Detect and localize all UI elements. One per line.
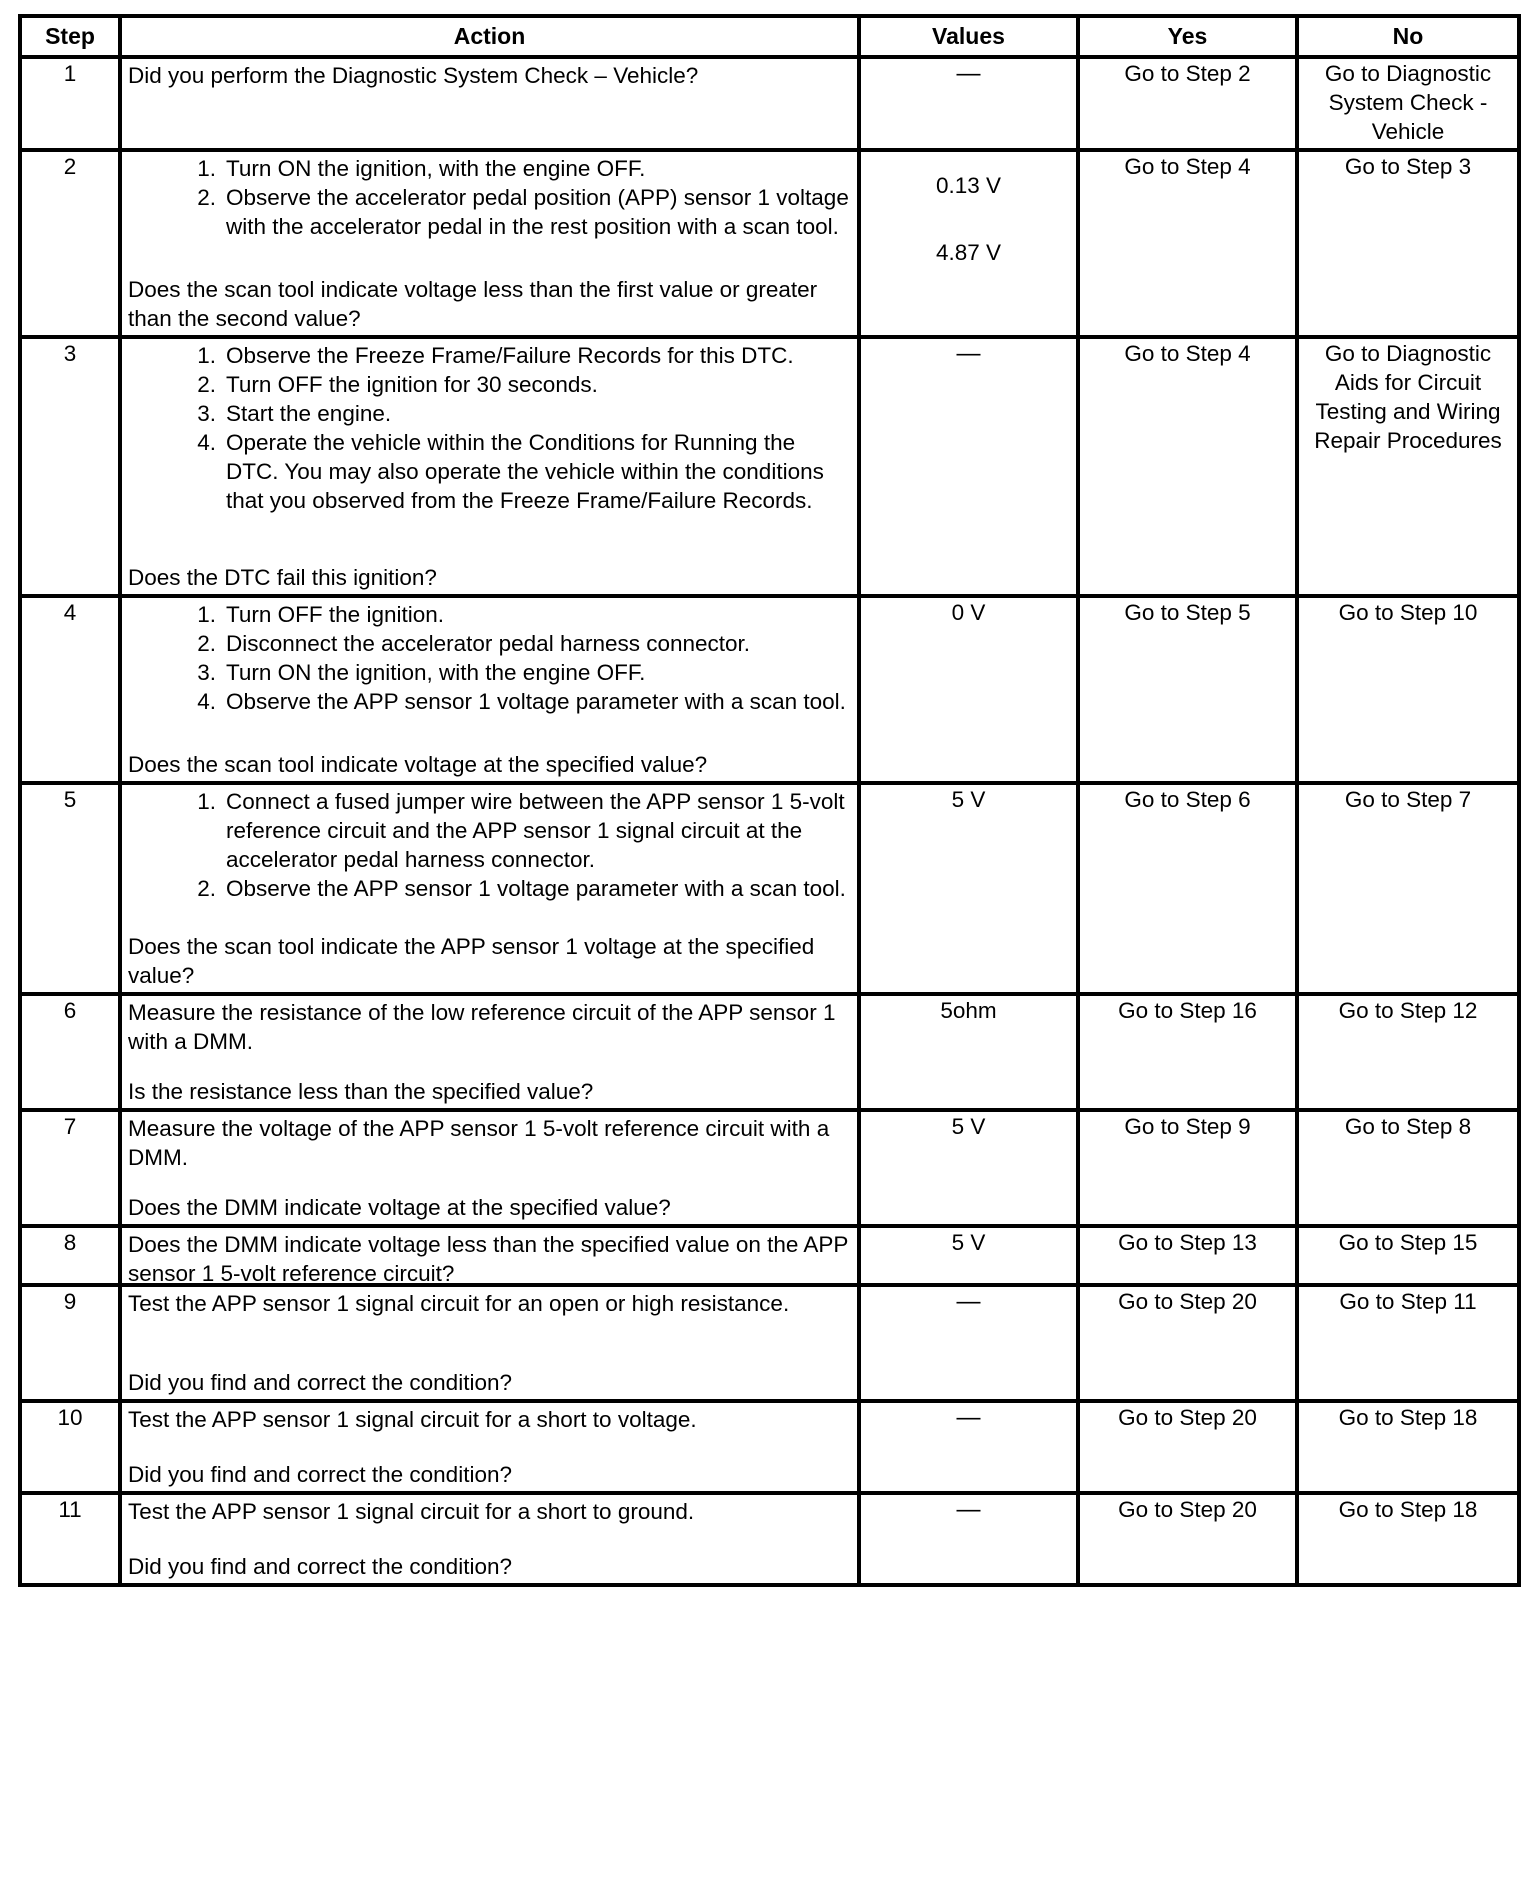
values-cell (859, 57, 1078, 150)
action-cell (120, 1110, 859, 1226)
action-question: Did you find and correct the condition? (128, 1554, 512, 1579)
no-action-link: Go to Step 18 (1338, 1405, 1478, 1430)
step-number: 9 (20, 1285, 120, 1401)
yes-cell (1078, 57, 1297, 150)
yes-action-link: Go to Step 2 (1124, 61, 1251, 86)
step-number: 2 (20, 150, 120, 337)
value-text: — (956, 340, 981, 367)
action-question: Does the scan tool indicate the APP sensor 1 voltage at the specified value? (128, 934, 815, 988)
yes-action-link: Go to Step 4 (1124, 341, 1251, 366)
action-cell (120, 783, 859, 994)
step-number: 1 (20, 57, 120, 150)
list-item (128, 600, 851, 629)
no-cell (1297, 596, 1519, 783)
yes-action-link: Go to Step 9 (1124, 1114, 1251, 1139)
value-text: 0 V (951, 600, 986, 625)
list-item (128, 787, 851, 874)
list-item (128, 629, 851, 658)
no-cell (1297, 1401, 1519, 1493)
values-cell (859, 994, 1078, 1110)
no-cell (1297, 1285, 1519, 1401)
header-row (20, 16, 1519, 57)
header-action: Action (120, 16, 859, 57)
action-step-list (128, 600, 851, 716)
values-cell (859, 596, 1078, 783)
table-row (20, 1493, 1519, 1585)
action-question: Does the DTC fail this ignition? (128, 565, 437, 590)
table-row (20, 150, 1519, 337)
list-item-number: 3. (197, 660, 216, 685)
list-item (128, 874, 851, 903)
yes-cell (1078, 1226, 1297, 1285)
values-cell (859, 783, 1078, 994)
step-number: 4 (20, 596, 120, 783)
values-cell (859, 1493, 1078, 1585)
list-item-text: Operate the vehicle within the Conditions for Running the DTC. You may also operate the vehicle within the conditions that you observed from the Freeze Frame/Failure Records. (226, 430, 824, 513)
table-body (20, 57, 1519, 1585)
list-item-text: Turn OFF the ignition for 30 seconds. (226, 372, 598, 397)
action-cell (120, 337, 859, 596)
list-item (128, 154, 851, 183)
table-row (20, 1110, 1519, 1226)
list-item-text: Connect a fused jumper wire between the APP sensor 1 5-volt reference circuit and the APP sensor 1 signal circuit at the accelerator pedal harness connector. (226, 789, 845, 872)
list-item-number: 1. (197, 602, 216, 627)
action-instruction: Test the APP sensor 1 signal circuit for an open or high resistance. (128, 1291, 790, 1316)
list-item (128, 687, 851, 716)
diagnostic-table (18, 14, 1521, 1587)
no-cell (1297, 337, 1519, 596)
yes-cell (1078, 150, 1297, 337)
step-number: 5 (20, 783, 120, 994)
action-question: Did you find and correct the condition? (128, 1462, 512, 1487)
step-number: 7 (20, 1110, 120, 1226)
table-row (20, 994, 1519, 1110)
list-item-text: Observe the Freeze Frame/Failure Records for this DTC. (226, 343, 794, 368)
yes-cell (1078, 783, 1297, 994)
value-text: 4.87 V (935, 240, 1002, 265)
action-cell (120, 150, 859, 337)
value-text: 5 V (951, 1230, 986, 1255)
yes-action-link: Go to Step 6 (1124, 787, 1251, 812)
yes-cell (1078, 1493, 1297, 1585)
values-cell (859, 337, 1078, 596)
list-item-number: 4. (197, 689, 216, 714)
table-row (20, 596, 1519, 783)
no-cell (1297, 1493, 1519, 1585)
action-instruction: Does the DMM indicate voltage less than the specified value on the APP sensor 1 5-volt reference circuit? (128, 1232, 849, 1286)
table-row (20, 337, 1519, 596)
yes-action-link: Go to Step 13 (1118, 1230, 1257, 1255)
yes-cell (1078, 596, 1297, 783)
list-item-text: Disconnect the accelerator pedal harness connector. (226, 631, 751, 656)
no-action-link: Go to Diagnostic System Check - Vehicle (1324, 61, 1492, 144)
list-item-number: 1. (197, 789, 216, 814)
value-text: — (956, 1288, 981, 1315)
yes-action-link: Go to Step 16 (1118, 998, 1257, 1023)
action-question: Does the DMM indicate voltage at the specified value? (128, 1195, 671, 1220)
no-cell (1297, 150, 1519, 337)
list-item-number: 1. (197, 156, 216, 181)
header-yes: Yes (1078, 16, 1297, 57)
table-row (20, 1401, 1519, 1493)
value-text: 0.13 V (935, 173, 1002, 198)
action-cell (120, 1285, 859, 1401)
no-cell (1297, 1110, 1519, 1226)
list-item (128, 341, 851, 370)
list-item (128, 658, 851, 687)
list-item-number: 1. (197, 343, 216, 368)
header-step: Step (20, 16, 120, 57)
values-cell (859, 1110, 1078, 1226)
header-values: Values (859, 16, 1078, 57)
action-cell (120, 994, 859, 1110)
action-instruction: Test the APP sensor 1 signal circuit for a short to ground. (128, 1499, 695, 1524)
list-item (128, 428, 851, 515)
values-cell (859, 150, 1078, 337)
action-cell (120, 1226, 859, 1285)
value-text: 5 V (951, 1114, 986, 1139)
action-cell (120, 1493, 859, 1585)
list-item-text: Turn OFF the ignition. (226, 602, 445, 627)
list-item (128, 399, 851, 428)
no-action-link: Go to Step 15 (1338, 1230, 1478, 1255)
yes-cell (1078, 1285, 1297, 1401)
yes-action-link: Go to Step 20 (1118, 1497, 1257, 1522)
no-action-link: Go to Step 3 (1344, 154, 1472, 179)
value-text: — (956, 1404, 981, 1431)
no-cell (1297, 57, 1519, 150)
no-action-link: Go to Step 8 (1344, 1114, 1472, 1139)
action-instruction: Measure the voltage of the APP sensor 1 5-volt reference circuit with a DMM. (128, 1116, 830, 1170)
action-question: Does the scan tool indicate voltage less than the first value or greater than the second value? (128, 277, 818, 331)
action-cell (120, 1401, 859, 1493)
yes-action-link: Go to Step 5 (1124, 600, 1251, 625)
list-item-text: Turn ON the ignition, with the engine OFF. (226, 660, 646, 685)
yes-cell (1078, 337, 1297, 596)
step-number: 11 (20, 1493, 120, 1585)
yes-action-link: Go to Step 20 (1118, 1405, 1257, 1430)
action-step-list (128, 341, 851, 515)
step-number: 10 (20, 1401, 120, 1493)
action-instruction: Measure the resistance of the low reference circuit of the APP sensor 1 with a DMM. (128, 1000, 836, 1054)
list-item-number: 2. (197, 372, 216, 397)
action-question: Did you find and correct the condition? (128, 1370, 512, 1395)
no-action-link: Go to Step 18 (1338, 1497, 1478, 1522)
table-row (20, 1285, 1519, 1401)
yes-cell (1078, 1401, 1297, 1493)
header-no: No (1297, 16, 1519, 57)
yes-action-link: Go to Step 4 (1124, 154, 1251, 179)
table-row (20, 57, 1519, 150)
no-action-link: Go to Step 10 (1338, 600, 1478, 625)
value-text: 5ohm (940, 998, 997, 1023)
table-row (20, 783, 1519, 994)
action-step-list (128, 787, 851, 903)
no-action-link: Go to Diagnostic Aids for Circuit Testing and Wiring Repair Procedures (1314, 341, 1502, 453)
values-cell (859, 1285, 1078, 1401)
list-item-number: 2. (197, 631, 216, 656)
no-cell (1297, 1226, 1519, 1285)
yes-cell (1078, 994, 1297, 1110)
value-text: — (956, 60, 981, 87)
no-action-link: Go to Step 12 (1338, 998, 1478, 1023)
step-number: 6 (20, 994, 120, 1110)
table-row (20, 1226, 1519, 1285)
list-item-number: 4. (197, 430, 216, 455)
list-item-text: Observe the APP sensor 1 voltage parameter with a scan tool. (226, 876, 846, 901)
action-instruction: Did you perform the Diagnostic System Check – Vehicle? (128, 63, 699, 88)
list-item-text: Observe the APP sensor 1 voltage parameter with a scan tool. (226, 689, 846, 714)
list-item-number: 2. (197, 876, 216, 901)
value-text: 5 V (951, 787, 986, 812)
action-step-list (128, 154, 851, 241)
values-cell (859, 1401, 1078, 1493)
list-item-number: 2. (197, 185, 216, 210)
values-cell (859, 1226, 1078, 1285)
no-action-link: Go to Step 11 (1339, 1289, 1477, 1314)
action-cell (120, 596, 859, 783)
step-number: 8 (20, 1226, 120, 1285)
list-item-text: Observe the accelerator pedal position (APP) sensor 1 voltage with the accelerator pedal in the rest position with a scan tool. (226, 185, 849, 239)
no-cell (1297, 783, 1519, 994)
list-item-text: Start the engine. (226, 401, 392, 426)
action-question: Does the scan tool indicate voltage at the specified value? (128, 752, 708, 777)
no-cell (1297, 994, 1519, 1110)
list-item-text: Turn ON the ignition, with the engine OFF. (226, 156, 646, 181)
yes-action-link: Go to Step 20 (1118, 1289, 1257, 1314)
step-number: 3 (20, 337, 120, 596)
action-question: Is the resistance less than the specified value? (128, 1079, 594, 1104)
list-item (128, 183, 851, 241)
yes-cell (1078, 1110, 1297, 1226)
list-item (128, 370, 851, 399)
action-instruction: Test the APP sensor 1 signal circuit for a short to voltage. (128, 1407, 697, 1432)
list-item-number: 3. (197, 401, 216, 426)
no-action-link: Go to Step 7 (1344, 787, 1472, 812)
action-cell (120, 57, 859, 150)
value-text: — (956, 1496, 981, 1523)
